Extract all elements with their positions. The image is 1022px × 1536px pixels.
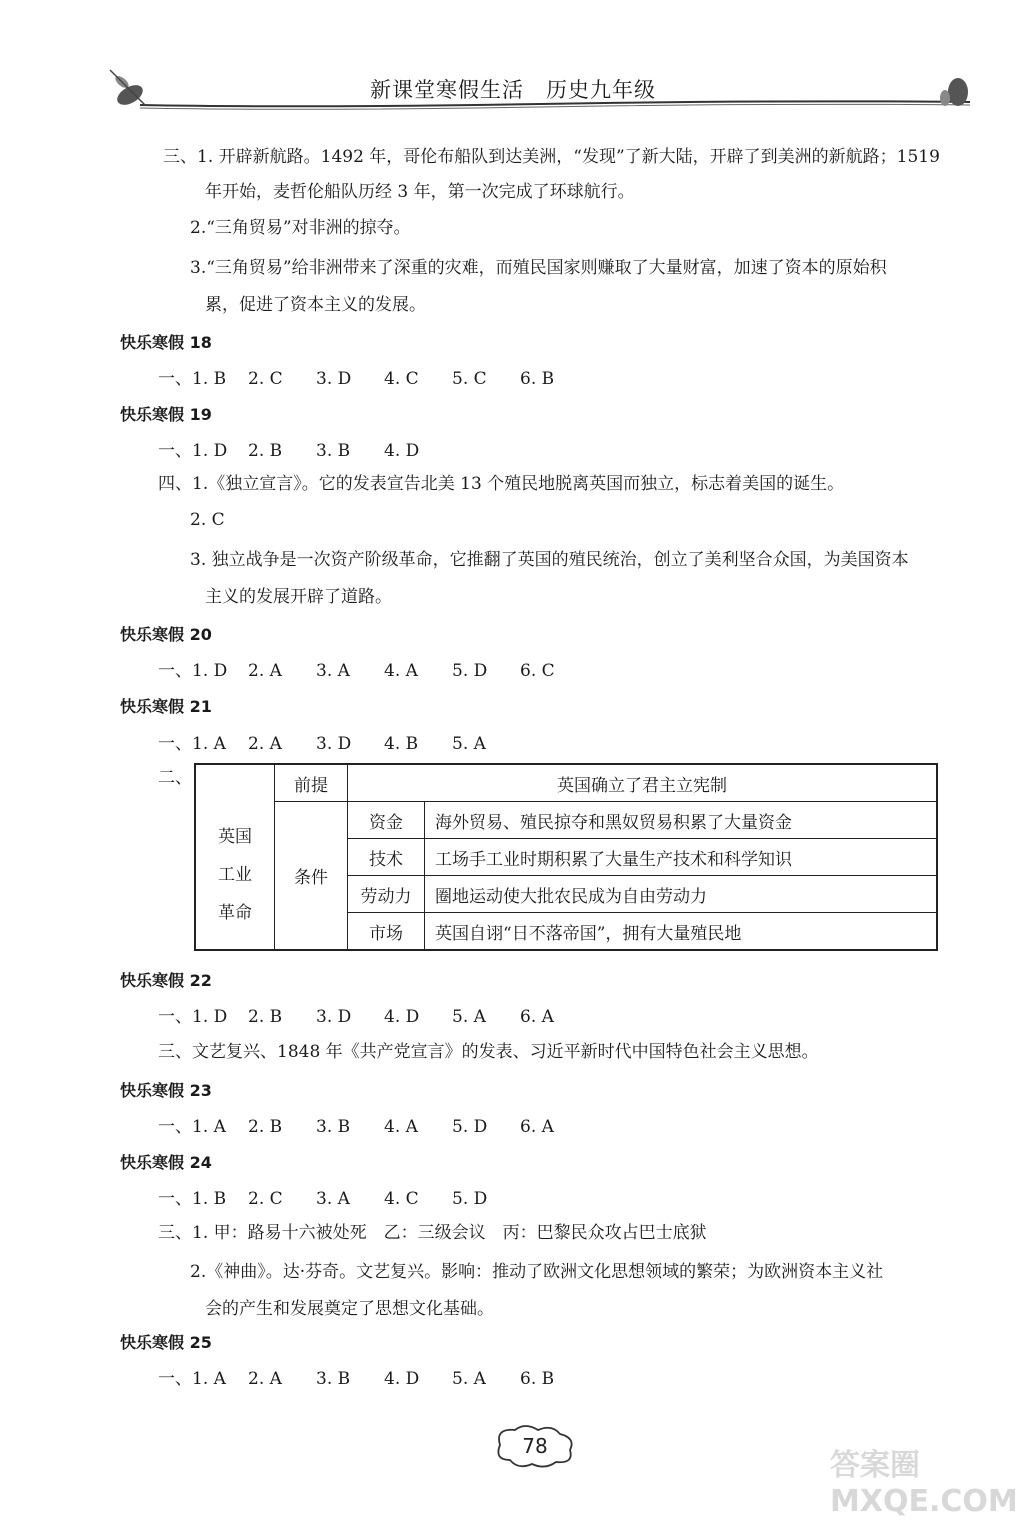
answer-row: 一、1. A 2. B 3. B 4. A 5. D 6. A xyxy=(158,1117,554,1137)
text-line: 2.“三角贸易”对非洲的掠夺。 xyxy=(190,218,411,238)
answer-row: 一、1. B 2. C 3. A 4. C 5. D xyxy=(158,1189,488,1209)
row-header: 英国 工业 革命 xyxy=(195,764,275,950)
table-cell-value: 海外贸易、殖民掠夺和黑奴贸易积累了大量资金 xyxy=(425,802,938,839)
premise-label: 前提 xyxy=(275,764,348,802)
text-line: 会的产生和发展奠定了思想文化基础。 xyxy=(205,1299,494,1319)
section-heading: 快乐寒假 25 xyxy=(120,1333,212,1352)
text-line: 3. 独立战争是一次资产阶级革命，它推翻了英国的殖民统治，创立了美利坚合众国，为美国资本 xyxy=(190,550,909,570)
text-line: 2.《神曲》。达·芬奇。文艺复兴。影响：推动了欧洲文化思想领域的繁荣；为欧洲资本主义社 xyxy=(190,1262,884,1282)
text-line: 2. C xyxy=(190,510,225,530)
text-line: 三、文艺复兴、1848 年《共产党宣言》的发表、习近平新时代中国特色社会主义思想。 xyxy=(158,1042,819,1062)
text-line: 3.“三角贸易”给非洲带来了深重的灾难，而殖民国家则赚取了大量财富，加速了资本的原始积 xyxy=(190,258,887,278)
industrial-revolution-table xyxy=(194,763,938,951)
answer-row: 一、1. D 2. B 3. B 4. D xyxy=(158,441,420,461)
section-heading: 快乐寒假 24 xyxy=(120,1153,212,1172)
section-heading: 快乐寒假 20 xyxy=(120,625,212,644)
text-line: 累，促进了资本主义的发展。 xyxy=(205,295,426,315)
table-cell-value: 圈地运动使大批农民成为自由劳动力 xyxy=(425,876,938,913)
text-line: 三、1. 甲：路易十六被处死 乙：三级会议 丙：巴黎民众攻占巴士底狱 xyxy=(158,1223,707,1243)
leaf-icon xyxy=(940,78,968,106)
section-heading: 快乐寒假 21 xyxy=(120,697,212,716)
text-line: 主义的发展开辟了道路。 xyxy=(205,587,392,607)
table-cell-key: 资金 xyxy=(348,802,425,839)
watermark: 答案圈 MXQE.COM xyxy=(830,1448,1018,1519)
table-cell-key: 技术 xyxy=(348,839,425,876)
svg-text:78: 78 xyxy=(522,1434,548,1458)
section-heading: 快乐寒假 19 xyxy=(120,405,212,424)
table-cell-value: 工场手工业时期积累了大量生产技术和科学知识 xyxy=(425,839,938,876)
text-line: 三、1. 开辟新航路。1492 年，哥伦布船队到达美洲，“发现”了新大陆，开辟了到美洲的新航路；1519 xyxy=(163,147,940,167)
table-cell-value: 英国自诩“日不落帝国”，拥有大量殖民地 xyxy=(425,913,938,951)
question-label: 二、 xyxy=(158,768,192,788)
answer-row: 一、1. A 2. A 3. B 4. D 5. A 6. B xyxy=(158,1369,555,1389)
section-heading: 快乐寒假 23 xyxy=(120,1081,212,1100)
premise-value: 英国确立了君主立宪制 xyxy=(348,764,938,802)
table-cell-key: 市场 xyxy=(348,913,425,951)
text-line: 年开始，麦哲伦船队历经 3 年，第一次完成了环球航行。 xyxy=(205,182,635,202)
page-number-badge xyxy=(490,1420,580,1470)
answer-row: 一、1. D 2. B 3. D 4. D 5. A 6. A xyxy=(158,1007,554,1027)
section-heading: 快乐寒假 22 xyxy=(120,971,212,990)
section-heading: 快乐寒假 18 xyxy=(120,333,212,352)
answer-row: 一、1. D 2. A 3. A 4. A 5. D 6. C xyxy=(158,661,555,681)
page-header-title: 新课堂寒假生活 历史九年级 xyxy=(370,78,656,102)
answer-row: 一、1. B 2. C 3. D 4. C 5. C 6. B xyxy=(158,369,555,389)
text-line: 四、1.《独立宣言》。它的发表宣告北美 13 个殖民地脱离英国而独立，标志着美国的诞生。 xyxy=(158,474,845,494)
answer-row: 一、1. A 2. A 3. D 4. B 5. A xyxy=(158,734,486,754)
flower-icon xyxy=(110,70,146,109)
table-cell-key: 劳动力 xyxy=(348,876,425,913)
condition-label: 条件 xyxy=(275,802,348,951)
